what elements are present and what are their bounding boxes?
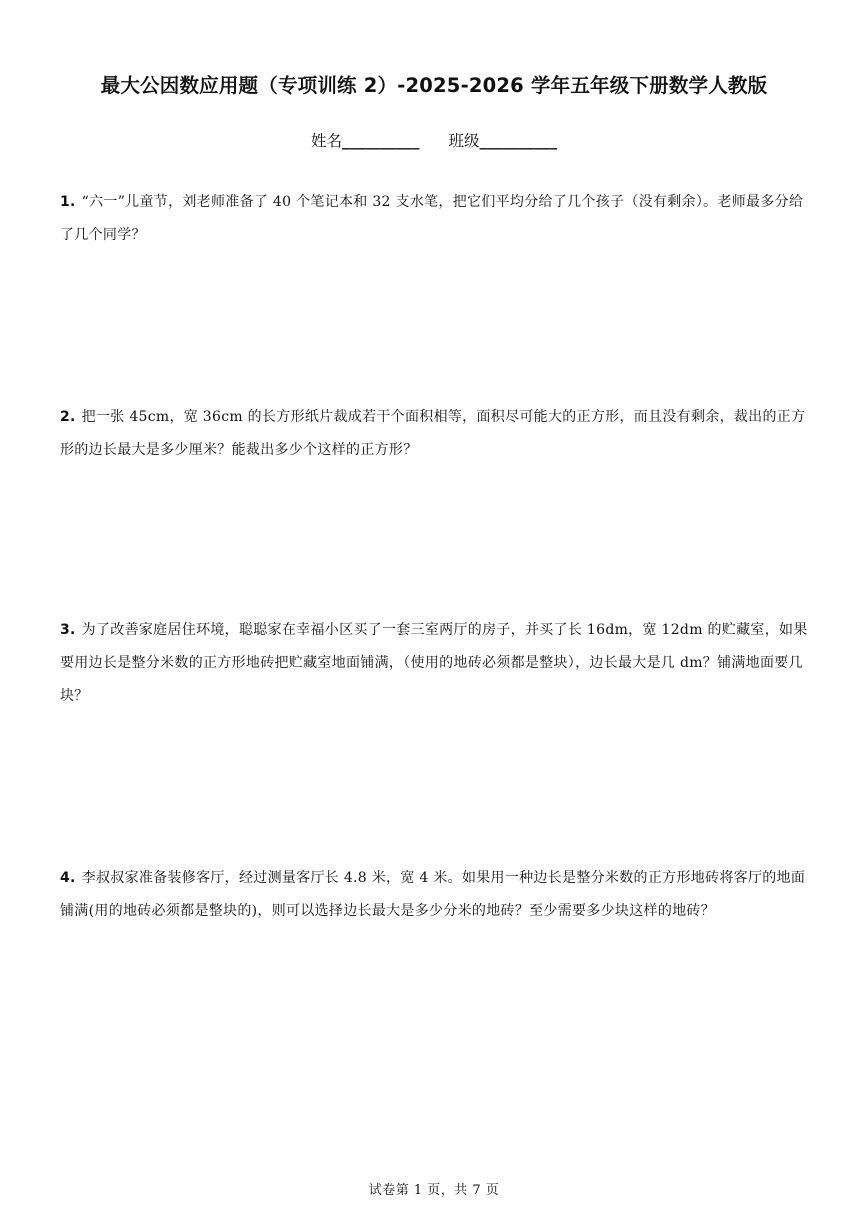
page-title: 最大公因数应用题（专项训练 2）-2025-2026 学年五年级下册数学人教版 [100, 74, 768, 97]
question-4 [60, 862, 812, 928]
question-text: “六一”儿童节，刘老师准备了 40 个笔记本和 32 支水笔，把它们平均分给了几个孩子（没有剩余）。老师最多分给了几个同学？ [60, 194, 804, 243]
name-label: 姓名 [311, 132, 343, 150]
question-number: 3. [60, 622, 76, 638]
question-2 [60, 401, 812, 467]
name-blank: __________ [342, 132, 420, 150]
question-number: 2. [60, 409, 76, 425]
question-3 [60, 614, 812, 713]
class-field [448, 129, 557, 151]
question-text: 把一张 45cm，宽 36cm 的长方形纸片裁成若干个面积相等，面积尽可能大的正方形，而且没有剩余，裁出的正方形的边长最大是多少厘米？能裁出多少个这样的正方形？ [60, 409, 806, 458]
class-blank: __________ [479, 132, 557, 150]
question-number: 4. [60, 870, 76, 886]
class-label: 班级 [448, 132, 480, 150]
question-text: 李叔叔家准备装修客厅，经过测量客厅长 4.8 米，宽 4 米。如果用一种边长是整分米数的正方形地砖将客厅的地面铺满(用的地砖必须都是整块的)，则可以选择边长最大是多少分米的地砖？至少需要多少块这样的地砖？ [60, 870, 806, 919]
student-info [0, 129, 868, 151]
name-field [311, 129, 420, 151]
question-text: 为了改善家庭居住环境，聪聪家在幸福小区买了一套三室两厅的房子，并买了长 16dm，宽 12dm 的贮藏室，如果要用边长是整分米数的正方形地砖把贮藏室地面铺满，（使用的地砖必须都是整块），边长最大是几 dm？铺满地面要几块？ [60, 622, 808, 704]
question-1 [60, 186, 812, 252]
question-number: 1. [60, 194, 76, 210]
page-footer: 试卷第 1 页，共 7 页 [368, 1183, 500, 1198]
